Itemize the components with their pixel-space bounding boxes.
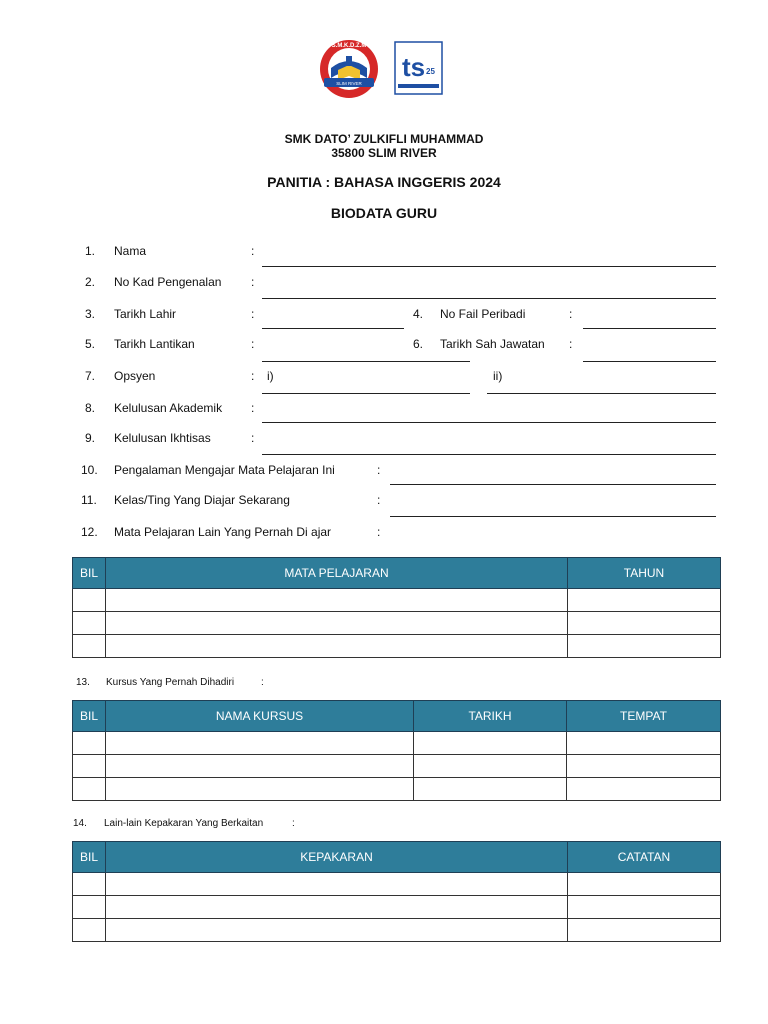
field-3-colon: : xyxy=(251,307,255,321)
field-11-number: 11. xyxy=(81,493,97,507)
table-row xyxy=(73,732,721,755)
table-row xyxy=(73,896,721,919)
subjects-table xyxy=(72,557,721,658)
table-cell[interactable] xyxy=(568,635,721,658)
table-cell[interactable] xyxy=(106,873,568,896)
field-5-number: 5. xyxy=(85,337,96,351)
table-cell[interactable] xyxy=(567,778,721,801)
section-14-label: Lain-lain Kepakaran Yang Berkaitan xyxy=(104,818,264,829)
svg-text:25: 25 xyxy=(426,67,435,76)
table-cell[interactable] xyxy=(106,589,568,612)
table-cell[interactable] xyxy=(106,612,568,635)
field-8-colon: : xyxy=(251,401,255,415)
col-bil: BIL xyxy=(73,842,106,873)
field-9-colon: : xyxy=(251,431,255,445)
col-kepakaran: KEPAKARAN xyxy=(106,842,568,873)
svg-text:S.M.K.D.Z.M: S.M.K.D.Z.M xyxy=(331,43,367,49)
table-cell[interactable] xyxy=(106,635,568,658)
section-13-number: 13. xyxy=(76,677,90,688)
table-row xyxy=(73,589,721,612)
field-5-label: Tarikh Lantikan xyxy=(114,337,195,351)
school-address: 35800 SLIM RIVER xyxy=(331,146,437,160)
appointment-date-input-line[interactable] xyxy=(262,361,470,362)
table-cell[interactable] xyxy=(414,732,567,755)
field-1-number: 1. xyxy=(85,244,96,258)
file-no-input-line[interactable] xyxy=(583,328,716,329)
col-tarikh: TARIKH xyxy=(414,701,567,732)
table-cell[interactable] xyxy=(73,635,106,658)
field-3-number: 3. xyxy=(85,307,96,321)
svg-text:ts: ts xyxy=(402,52,426,82)
field-11-label: Kelas/Ting Yang Diajar Sekarang xyxy=(114,493,290,507)
field-9-number: 9. xyxy=(85,431,96,445)
col-bil: BIL xyxy=(73,558,106,589)
dob-input-line[interactable] xyxy=(262,328,404,329)
table-cell[interactable] xyxy=(73,919,106,942)
col-catatan: CATATAN xyxy=(568,842,721,873)
teaching-experience-input-line[interactable] xyxy=(390,484,716,485)
table-row xyxy=(73,873,721,896)
section-13-colon: : xyxy=(261,677,264,688)
field-2-label: No Kad Pengenalan xyxy=(114,275,222,289)
field-6-label: Tarikh Sah Jawatan xyxy=(440,337,545,351)
field-5-colon: : xyxy=(251,337,255,351)
field-10-colon: : xyxy=(377,463,381,477)
field-8-number: 8. xyxy=(85,401,96,415)
table-cell[interactable] xyxy=(567,732,721,755)
field-9-label: Kelulusan Ikhtisas xyxy=(114,431,211,445)
table-cell[interactable] xyxy=(73,778,106,801)
ts25-logo xyxy=(395,42,442,94)
field-10-label: Pengalaman Mengajar Mata Pelajaran Ini xyxy=(114,463,335,477)
section-14-number: 14. xyxy=(73,818,87,829)
field-4-colon: : xyxy=(569,307,573,321)
school-logos xyxy=(318,38,448,100)
field-7-label: Opsyen xyxy=(114,369,156,383)
confirmation-date-input-line[interactable] xyxy=(583,361,716,362)
nama-input-line[interactable] xyxy=(262,266,716,267)
field-12-colon: : xyxy=(377,525,381,539)
option-i-label: i) xyxy=(267,369,274,383)
field-6-colon: : xyxy=(569,337,573,351)
field-2-colon: : xyxy=(251,275,255,289)
field-12-label: Mata Pelajaran Lain Yang Pernah Di ajar xyxy=(114,525,332,539)
table-cell[interactable] xyxy=(568,896,721,919)
table-cell[interactable] xyxy=(73,612,106,635)
table-cell[interactable] xyxy=(568,612,721,635)
table-cell[interactable] xyxy=(106,732,414,755)
academic-qualification-input-line[interactable] xyxy=(262,422,716,423)
field-8-label: Kelulusan Akademik xyxy=(114,401,223,415)
school-crest-logo xyxy=(320,40,378,98)
logos xyxy=(318,38,448,100)
table-cell[interactable] xyxy=(73,873,106,896)
field-1-colon: : xyxy=(251,244,255,258)
col-tempat: TEMPAT xyxy=(567,701,721,732)
field-4-number: 4. xyxy=(413,307,424,321)
table-cell[interactable] xyxy=(106,919,568,942)
field-3-label: Tarikh Lahir xyxy=(114,307,177,321)
table-cell[interactable] xyxy=(106,778,414,801)
option-i-input-line[interactable] xyxy=(262,393,470,394)
table-cell[interactable] xyxy=(567,755,721,778)
expertise-table xyxy=(72,841,721,942)
ic-input-line[interactable] xyxy=(262,298,716,299)
field-12-number: 12. xyxy=(81,525,98,539)
table-cell[interactable] xyxy=(568,919,721,942)
field-7-number: 7. xyxy=(85,369,96,383)
field-10-number: 10. xyxy=(81,463,98,477)
professional-qualification-input-line[interactable] xyxy=(262,454,716,455)
svg-text:SLIM RIVER: SLIM RIVER xyxy=(336,81,362,86)
table-cell[interactable] xyxy=(568,873,721,896)
col-nama-kursus: NAMA KURSUS xyxy=(106,701,414,732)
courses-table xyxy=(72,700,721,801)
field-11-colon: : xyxy=(377,493,381,507)
section-14-colon: : xyxy=(292,818,295,829)
table-row xyxy=(73,778,721,801)
field-4-label: No Fail Peribadi xyxy=(440,307,526,321)
table-row xyxy=(73,919,721,942)
table-cell[interactable] xyxy=(106,896,568,919)
table-cell[interactable] xyxy=(73,732,106,755)
table-cell[interactable] xyxy=(414,755,567,778)
field-1-label: Nama xyxy=(114,244,147,258)
table-row xyxy=(73,755,721,778)
table-cell[interactable] xyxy=(73,589,106,612)
school-name: SMK DATO’ ZULKIFLI MUHAMMAD xyxy=(284,132,484,146)
section-13-label: Kursus Yang Pernah Dihadiri xyxy=(106,677,235,688)
col-bil: BIL xyxy=(73,701,106,732)
field-7-colon: : xyxy=(251,369,255,383)
field-6-number: 6. xyxy=(413,337,424,351)
current-class-input-line[interactable] xyxy=(390,516,716,517)
table-row xyxy=(73,612,721,635)
document-title: BIODATA GURU xyxy=(330,205,438,221)
table-cell[interactable] xyxy=(568,589,721,612)
table-row xyxy=(73,635,721,658)
field-2-number: 2. xyxy=(85,275,96,289)
table-cell[interactable] xyxy=(106,755,414,778)
col-mata-pelajaran: MATA PELAJARAN xyxy=(106,558,568,589)
option-ii-label: ii) xyxy=(493,369,503,383)
table-cell[interactable] xyxy=(414,778,567,801)
table-cell[interactable] xyxy=(73,755,106,778)
panitia-title: PANITIA : BAHASA INGGERIS 2024 xyxy=(267,174,501,190)
col-tahun: TAHUN xyxy=(568,558,721,589)
option-ii-input-line[interactable] xyxy=(487,393,716,394)
school-header xyxy=(0,132,768,160)
table-cell[interactable] xyxy=(73,896,106,919)
